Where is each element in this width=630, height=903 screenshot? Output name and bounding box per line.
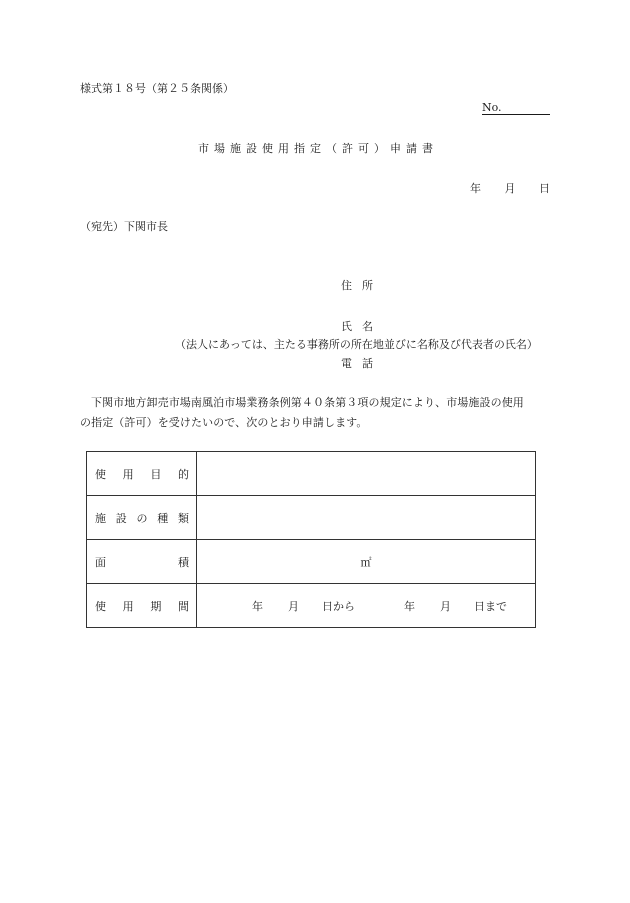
application-table xyxy=(86,451,536,628)
date-month-label: 月 xyxy=(504,182,516,195)
period-label-char: 期 xyxy=(150,599,162,613)
date-line xyxy=(470,180,550,196)
period-label-char: 使 xyxy=(95,599,106,613)
area-value-field[interactable] xyxy=(197,540,536,584)
period-label-char: 間 xyxy=(177,599,189,613)
facility-type-label-char: 設 xyxy=(115,511,127,525)
period-to-day: 日まで xyxy=(474,599,507,613)
table-row-facility-type xyxy=(87,496,536,540)
form-number: 様式第１８号（第２５条関係） xyxy=(80,82,234,95)
statement-line-1: 下関市地方卸売市場南風泊市場業務条例第４０条第３項の規定により、市場施設の使用 xyxy=(91,396,524,409)
date-day-label: 日 xyxy=(539,182,550,195)
purpose-value-field[interactable] xyxy=(197,452,536,496)
addressee: （宛先）下関市長 xyxy=(80,220,168,233)
name-label: 氏名 xyxy=(341,320,383,333)
period-from-month: 月 xyxy=(288,599,299,613)
application-statement xyxy=(80,393,560,433)
area-label xyxy=(87,540,197,584)
period-to-month: 月 xyxy=(440,599,451,613)
facility-type-label-char: 施 xyxy=(95,511,106,525)
purpose-label-char: 的 xyxy=(177,467,189,481)
purpose-label xyxy=(87,452,197,496)
name-note: （法人にあっては、主たる事務所の所在地並びに名称及び代表者の氏名） xyxy=(175,338,538,351)
facility-type-label xyxy=(87,496,197,540)
purpose-label-char: 使 xyxy=(95,467,106,481)
document-number-field[interactable]: No. xyxy=(482,102,550,115)
period-label-char: 用 xyxy=(122,599,134,613)
address-label: 住所 xyxy=(341,279,383,292)
table-row-area xyxy=(87,540,536,584)
period-to-year: 年 xyxy=(404,599,415,613)
statement-line-2: の指定（許可）を受けたいので、次のとおり申請します。 xyxy=(80,416,368,429)
facility-type-label-char: 類 xyxy=(178,511,189,525)
table-row-period xyxy=(87,584,536,628)
purpose-label-char: 用 xyxy=(122,467,134,481)
period-from-year: 年 xyxy=(252,599,263,613)
area-label-char: 積 xyxy=(178,555,189,569)
phone-label: 電話 xyxy=(341,357,383,370)
date-year-label: 年 xyxy=(470,182,481,195)
period-value-field[interactable] xyxy=(197,584,536,628)
period-from-day: 日から xyxy=(322,599,355,613)
facility-type-label-char: の xyxy=(136,511,148,525)
area-label-char: 面 xyxy=(95,555,106,569)
period-label xyxy=(87,584,197,628)
purpose-label-char: 目 xyxy=(150,467,162,481)
facility-type-label-char: 種 xyxy=(157,511,169,525)
table-row-purpose xyxy=(87,452,536,496)
square-meter-unit: ㎡ xyxy=(360,555,372,569)
facility-type-value-field[interactable] xyxy=(197,496,536,540)
document-title: 市場施設使用指定（許可）申請書 xyxy=(198,142,438,155)
